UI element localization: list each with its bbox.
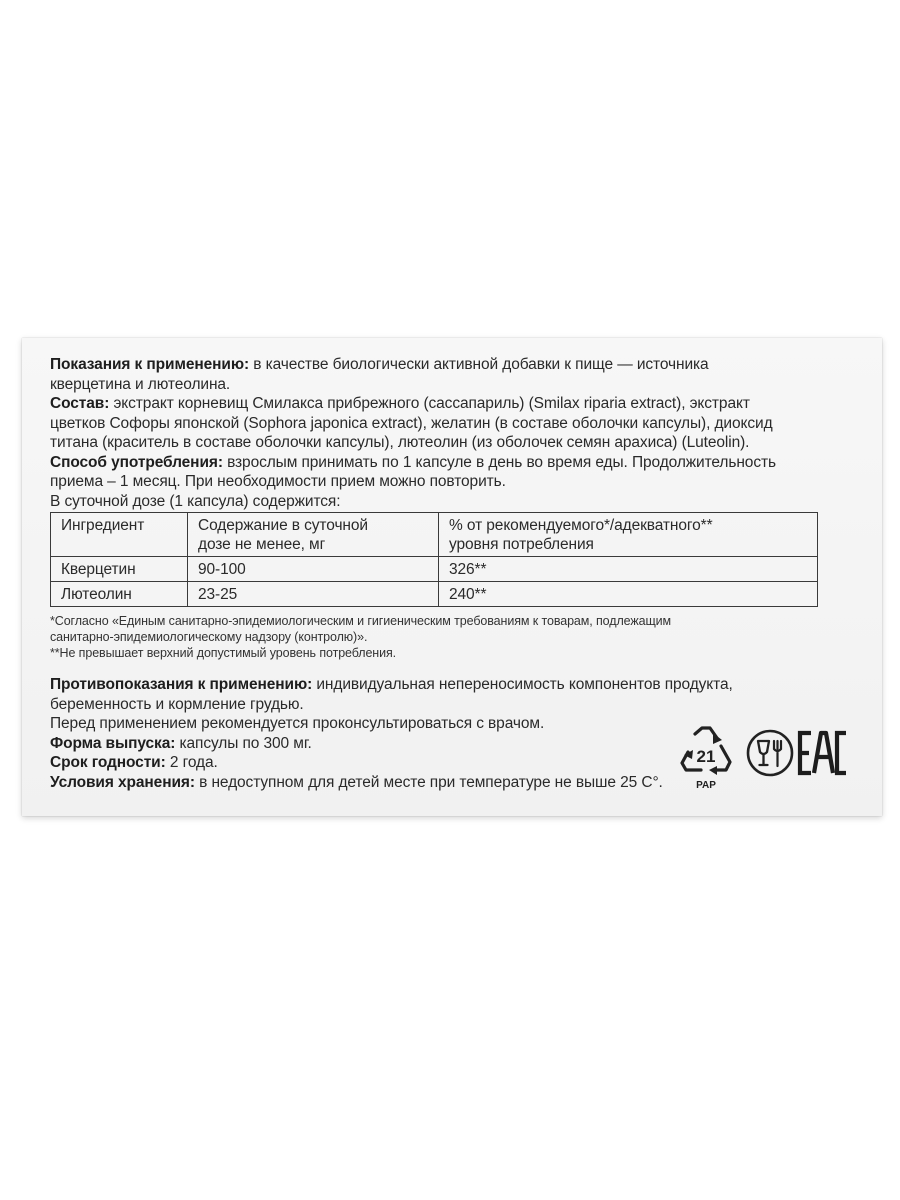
contraindications-line2: беременность и кормление грудью. bbox=[50, 695, 304, 713]
eac-mark-icon bbox=[797, 730, 849, 776]
indications-line1: Показания к применению: в качестве биологически активной добавки к пище — источника bbox=[50, 356, 709, 373]
composition-label: Состав: bbox=[50, 395, 110, 412]
food-safe-icon bbox=[745, 728, 795, 778]
form-line: Форма выпуска: капсулы по 300 мг. bbox=[50, 734, 312, 752]
table-row bbox=[51, 557, 818, 582]
certification-icons bbox=[673, 724, 848, 794]
contraindications-label: Противопоказания к применению: bbox=[50, 676, 313, 693]
daily-dose-intro: В суточной дозе (1 капсула) содержится: bbox=[50, 492, 341, 510]
row-ingredient: Кверцетин bbox=[51, 557, 188, 582]
row-percent: 326** bbox=[439, 557, 818, 582]
usage-line1: Способ употребления: взрослым принимать по 1 капсуле в день во время еды. Продолжительность bbox=[50, 453, 776, 471]
header-percent: % от рекомендуемого*/адекватного** уровня потребления bbox=[439, 513, 818, 557]
ingredients-table bbox=[50, 512, 818, 607]
row-content: 90-100 bbox=[188, 557, 439, 582]
row-percent: 240** bbox=[439, 582, 818, 607]
recycle-number: 21 bbox=[696, 747, 716, 766]
storage-line: Условия хранения: в недоступном для детей месте при температуре не выше 25 С°. bbox=[50, 773, 663, 791]
footnote-1-line2: санитарно-эпидемиологическому надзору (контролю)». bbox=[50, 630, 368, 644]
shelf-life-label: Срок годности: bbox=[50, 754, 166, 771]
storage-label: Условия хранения: bbox=[50, 773, 195, 791]
form-label: Форма выпуска: bbox=[50, 734, 176, 752]
shelf-life-line: Срок годности: 2 года. bbox=[50, 754, 218, 771]
composition-line2: цветков Софоры японской (Sophora japonica extract), желатин (в составе оболочки капсулы), диоксид bbox=[50, 414, 773, 432]
usage-label: Способ употребления: bbox=[50, 453, 223, 471]
row-ingredient: Лютеолин bbox=[51, 582, 188, 607]
recycle-icon bbox=[673, 724, 739, 784]
indications-label: Показания к применению: bbox=[50, 356, 250, 373]
header-ingredient: Ингредиент bbox=[51, 513, 188, 557]
recycle-label: PAP bbox=[696, 780, 716, 791]
footnotes bbox=[50, 613, 850, 661]
composition-line1: Состав: экстракт корневищ Смилакса прибрежного (сассапариль) (Smilax riparia extract), экстракт bbox=[50, 395, 750, 412]
consult-note: Перед применением рекомендуется проконсультироваться с врачом. bbox=[50, 715, 545, 732]
header-content: Содержание в суточной дозе не менее, мг bbox=[188, 513, 439, 557]
row-content: 23-25 bbox=[188, 582, 439, 607]
contraindications-line1: Противопоказания к применению: индивидуальная непереносимость компонентов продукта, bbox=[50, 676, 733, 693]
composition-line3: титана (краситель в составе оболочки капсулы), лютеолин (из оболочек семян арахиса) (Luteolin). bbox=[50, 434, 750, 451]
table-row bbox=[51, 582, 818, 607]
usage-line2: приема – 1 месяц. При необходимости прием можно повторить. bbox=[50, 473, 506, 490]
indications-line2: кверцетина и лютеолина. bbox=[50, 375, 231, 393]
footnote-1-line1: *Согласно «Единым санитарно-эпидемиологическим и гигиеническим требованиям к товарам, подлежащим bbox=[50, 614, 672, 628]
table-header-row bbox=[51, 513, 818, 557]
product-label-panel bbox=[22, 338, 882, 816]
footnote-2: **Не превышает верхний допустимый уровень потребления. bbox=[50, 646, 397, 660]
